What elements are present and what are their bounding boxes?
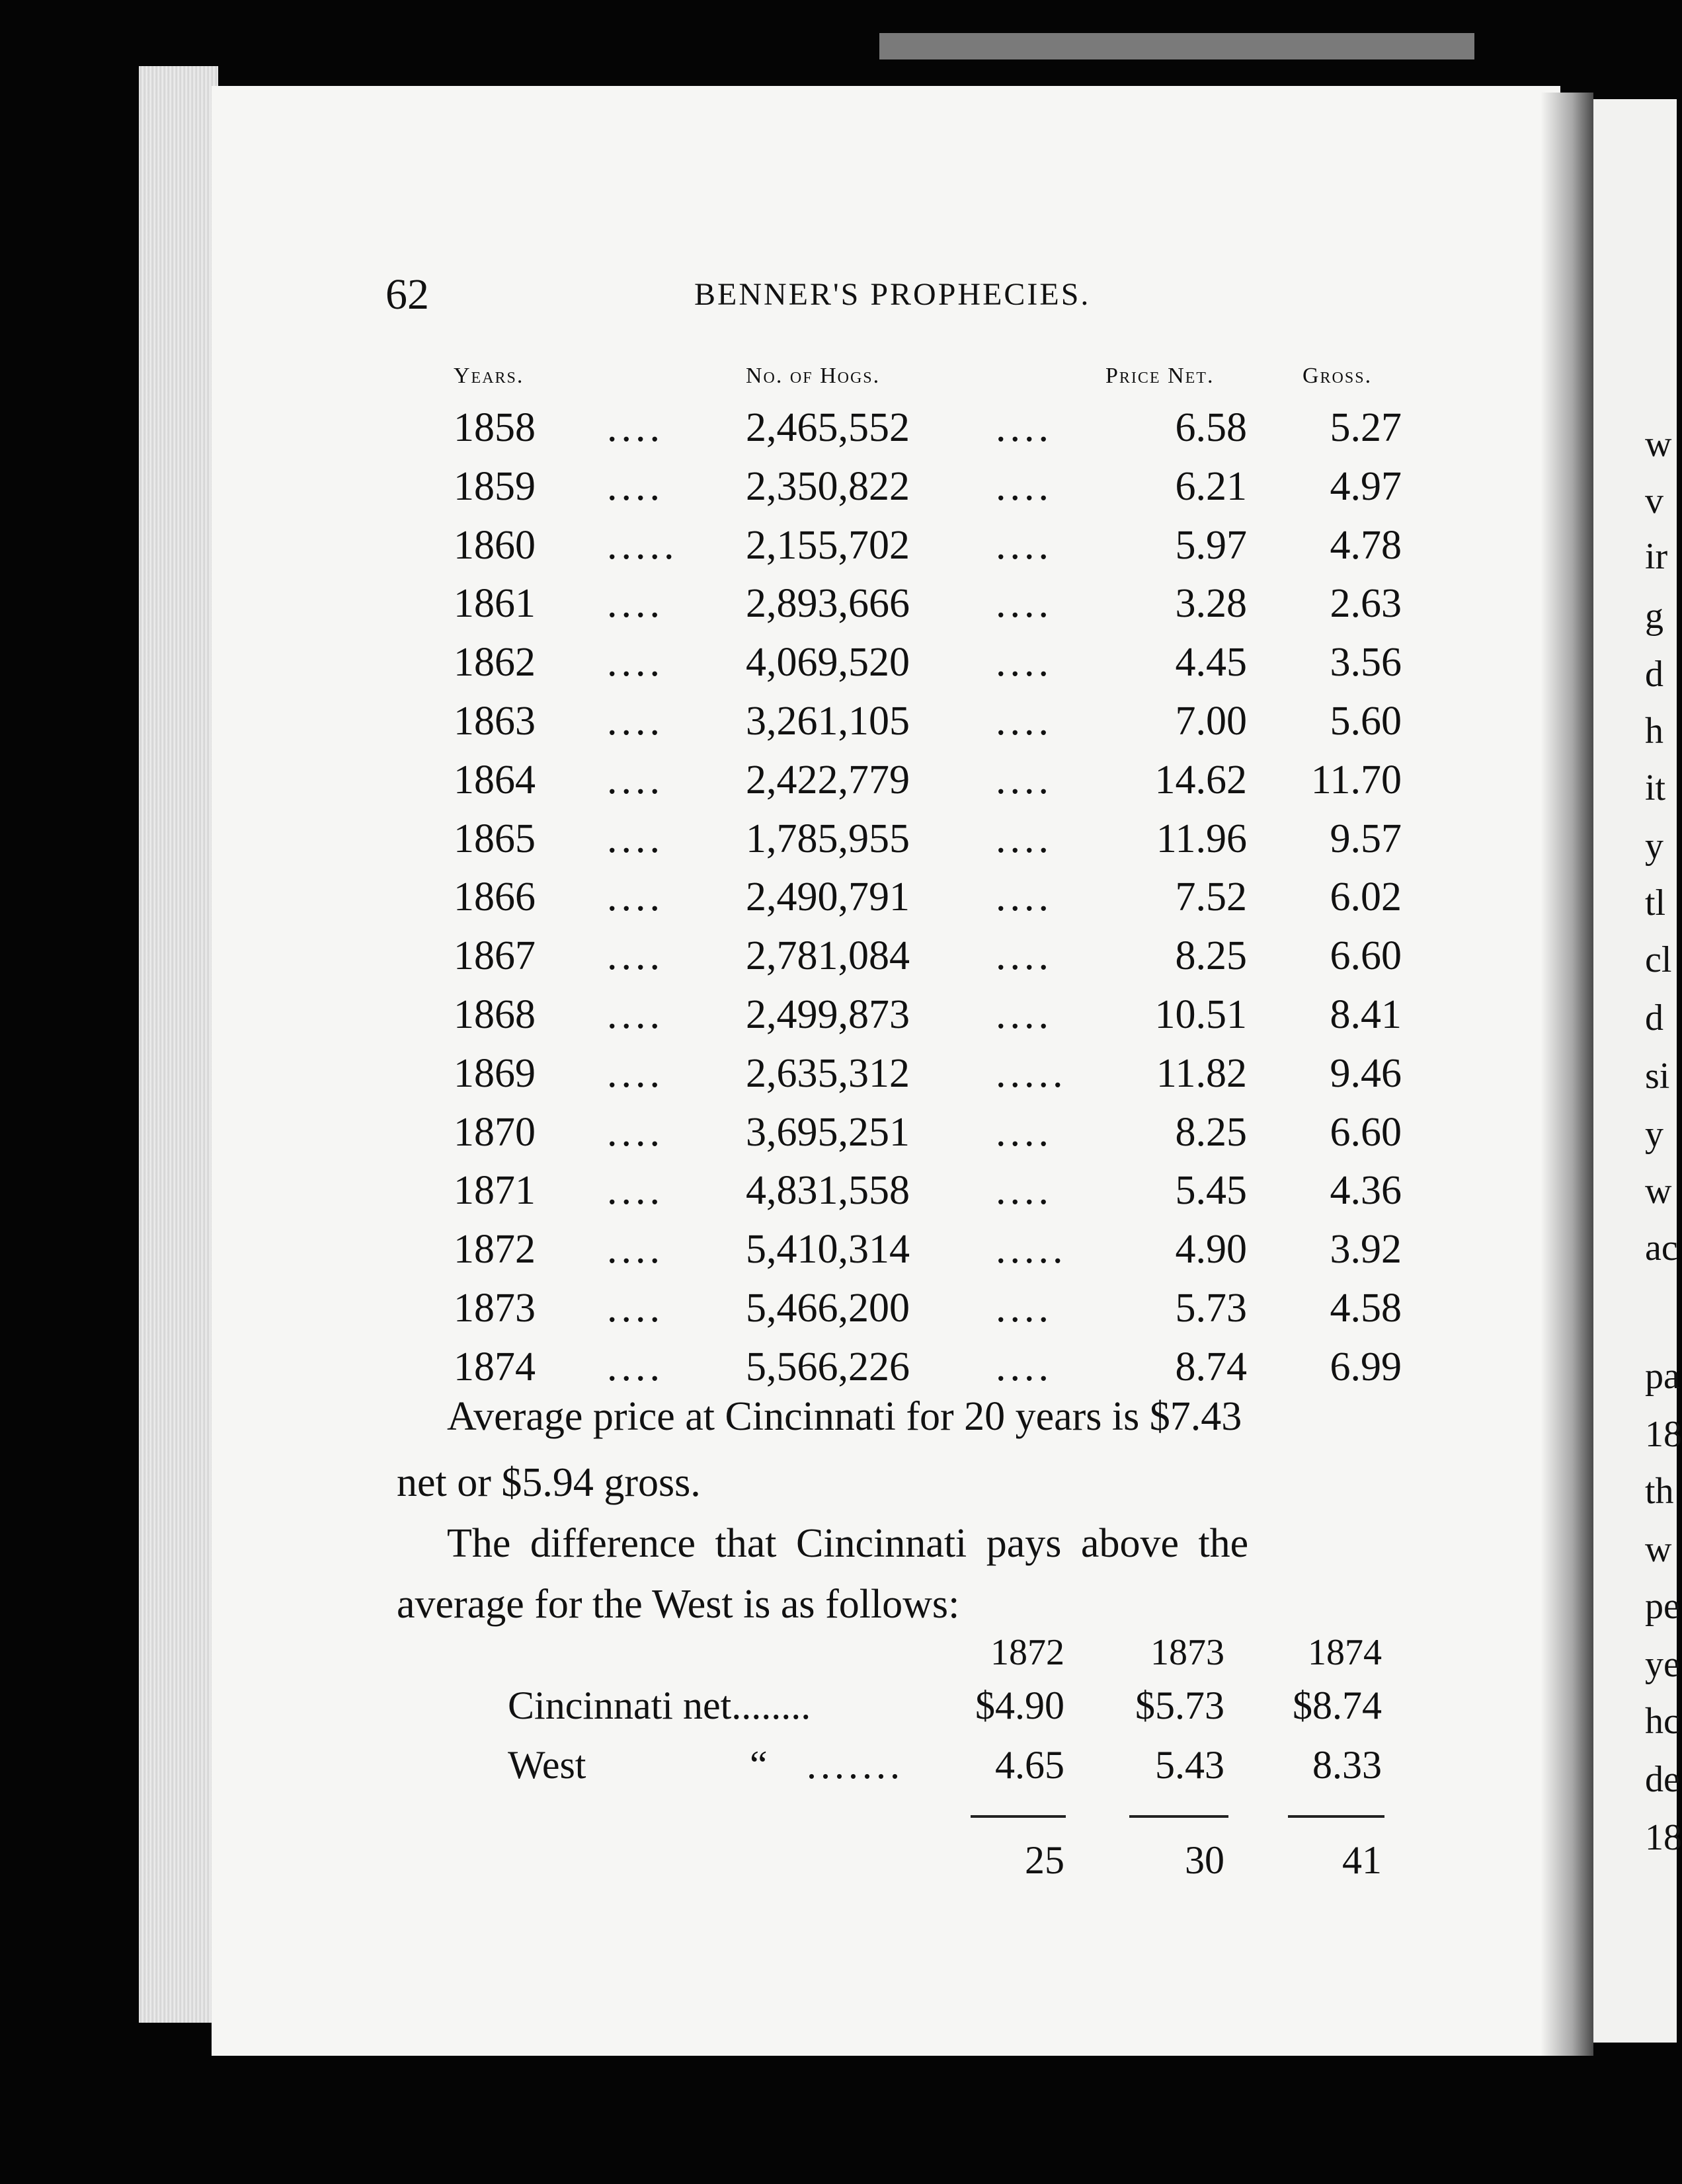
table-row [0,874,1677,932]
facing-page-fragment: si [1645,1056,1670,1097]
cell-gross: 6.60 [1330,933,1402,979]
cell-hogs: 2,490,791 [746,875,910,920]
cell-gross: 8.41 [1330,992,1402,1037]
cell-dots2: .... [996,1286,1053,1331]
average-line-2: net or $5.94 gross. [397,1460,701,1505]
cell-dots1: .... [607,405,664,450]
table-row [0,1226,1677,1284]
cell-year: 1874 [454,1344,536,1389]
cell-gross: 5.60 [1330,699,1402,744]
book-spine-top [879,33,1474,59]
leader-dots: ....... [807,1743,904,1787]
cell-net: 4.90 [1175,1227,1247,1272]
diff-value: $8.74 [1293,1684,1382,1727]
cell-dots1: .... [607,1168,664,1214]
cell-year: 1862 [454,640,536,685]
facing-page-fragment: g [1645,596,1663,637]
facing-page-fragment: 18 [1645,1817,1682,1858]
cell-gross: 4.58 [1330,1286,1402,1331]
difference-line-2: average for the West is as follows: [397,1582,960,1627]
cell-gross: 5.27 [1330,405,1402,450]
facing-page-fragment: pe [1645,1586,1680,1627]
cell-gross: 3.92 [1330,1227,1402,1272]
cell-year: 1870 [454,1109,536,1155]
cell-year: 1872 [454,1227,536,1272]
facing-page-fragment: w [1645,1529,1672,1570]
facing-page-fragment: w [1645,424,1672,465]
table-row [0,463,1677,522]
cell-dots2: .... [996,757,1053,802]
diff-total: 25 [1025,1838,1064,1882]
diff-total: 30 [1185,1838,1224,1882]
cell-year: 1861 [454,581,536,627]
facing-page-fragment: v [1645,481,1663,522]
cell-dots1: .... [607,933,664,979]
cell-year: 1867 [454,933,536,979]
cell-net: 11.82 [1156,1050,1247,1096]
cell-dots1: .... [607,699,664,744]
running-head: BENNER'S PROPHECIES. [694,277,1091,312]
cell-dots1: .... [607,1109,664,1155]
sum-rule [971,1815,1066,1818]
cell-year: 1858 [454,405,536,450]
col-head-price-net: Price Net. [1105,364,1215,388]
cell-dots2: .... [996,1168,1053,1214]
diff-year-1873: 1873 [1150,1632,1224,1673]
cell-hogs: 2,781,084 [746,933,910,979]
table-row [0,757,1677,815]
cell-net: 8.25 [1175,1109,1247,1155]
cell-hogs: 4,831,558 [746,1168,910,1214]
cell-hogs: 1,785,955 [746,816,910,861]
cell-gross: 9.46 [1330,1050,1402,1096]
cell-hogs: 5,466,200 [746,1286,910,1331]
cell-dots2: .... [996,522,1053,568]
table-row [0,698,1677,756]
facing-page-fragment: d [1645,997,1663,1038]
cell-gross: 4.97 [1330,463,1402,509]
col-head-gross: Gross. [1302,364,1373,388]
sum-rule [1288,1815,1384,1818]
facing-page-fragment: cl [1645,939,1672,980]
facing-page-fragment: ye [1645,1644,1680,1685]
facing-page-fragment: tl [1645,882,1666,923]
facing-page-fragment: ir [1645,536,1668,577]
table-row [0,992,1677,1050]
cell-gross: 3.56 [1330,640,1402,685]
cell-dots2: .... [996,463,1053,509]
cell-gross: 4.78 [1330,522,1402,568]
cell-gross: 6.02 [1330,875,1402,920]
facing-page-fragment: h [1645,711,1663,752]
cell-gross: 9.57 [1330,816,1402,861]
cell-year: 1865 [454,816,536,861]
cell-dots2: .... [996,992,1053,1037]
diff-total: 41 [1342,1838,1382,1882]
cell-dots1: .... [607,640,664,685]
facing-page-fragment: it [1645,767,1666,808]
table-row [0,580,1677,639]
cell-hogs: 4,069,520 [746,640,910,685]
cell-year: 1871 [454,1168,536,1214]
facing-page-fragment: d [1645,654,1663,695]
facing-page-fragment: y [1645,826,1663,867]
cell-hogs: 3,695,251 [746,1109,910,1155]
facing-page-fragment: th [1645,1471,1674,1512]
facing-page-fragment: ac [1645,1228,1678,1268]
cell-dots2: .... [996,933,1053,979]
cell-year: 1866 [454,875,536,920]
cell-year: 1873 [454,1286,536,1331]
cell-net: 7.00 [1175,699,1247,744]
diff-value: $4.90 [975,1684,1064,1727]
cell-year: 1869 [454,1050,536,1096]
cell-dots2: .... [996,816,1053,861]
average-line-1: Average price at Cincinnati for 20 years is $7.43 [447,1394,1242,1439]
cell-dots2: .... [996,640,1053,685]
facing-page-fragment: 18 [1645,1414,1682,1455]
cell-hogs: 5,410,314 [746,1227,910,1272]
facing-page-fragment: pa [1645,1356,1680,1397]
table-row [0,639,1677,697]
cell-hogs: 2,350,822 [746,463,910,509]
diff-label-cincinnati: Cincinnati net........ [508,1684,811,1727]
cell-dots1: .... [607,757,664,802]
table-row [0,816,1677,874]
page-number: 62 [385,270,429,319]
cell-hogs: 2,893,666 [746,581,910,627]
cell-net: 8.25 [1175,933,1247,979]
cell-net: 5.45 [1175,1168,1247,1214]
cell-dots1: .... [607,1050,664,1096]
diff-year-1872: 1872 [990,1632,1064,1673]
cell-net: 7.52 [1175,875,1247,920]
difference-line-1: The difference that Cincinnati pays above the [447,1521,1249,1566]
facing-page-fragment: y [1645,1114,1663,1155]
table-row [0,1109,1677,1167]
sum-rule [1129,1815,1228,1818]
cell-hogs: 5,566,226 [746,1344,910,1389]
cell-dots2: .... [996,875,1053,920]
cell-gross: 6.99 [1330,1344,1402,1389]
cell-hogs: 2,635,312 [746,1050,910,1096]
facing-page-fragment: hc [1645,1701,1680,1742]
cell-dots1: .... [607,1286,664,1331]
diff-label-west: West [508,1743,586,1787]
cell-net: 3.28 [1175,581,1247,627]
cell-dots1: .... [607,992,664,1037]
cell-net: 5.73 [1175,1286,1247,1331]
col-head-hogs: No. of Hogs. [746,364,881,388]
table-row [0,1285,1677,1343]
diff-value: 8.33 [1312,1743,1382,1787]
table-row [0,933,1677,991]
ditto-mark: “ [750,1743,768,1787]
facing-page-fragment: de [1645,1759,1680,1800]
cell-gross: 4.36 [1330,1168,1402,1214]
cell-gross: 6.60 [1330,1109,1402,1155]
table-row [0,1050,1677,1109]
cell-hogs: 2,499,873 [746,992,910,1037]
cell-year: 1859 [454,463,536,509]
cell-year: 1863 [454,699,536,744]
cell-net: 4.45 [1175,640,1247,685]
cell-dots2: .... [996,581,1053,627]
col-head-years: Years. [454,364,524,388]
cell-dots1: .... [607,581,664,627]
diff-value: 5.43 [1155,1743,1224,1787]
diff-year-1874: 1874 [1308,1632,1382,1673]
cell-net: 6.21 [1175,463,1247,509]
cell-dots2: .... [996,699,1053,744]
cell-net: 10.51 [1154,992,1247,1037]
cell-net: 5.97 [1175,522,1247,568]
cell-net: 8.74 [1175,1344,1247,1389]
facing-page-fragment: w [1645,1171,1672,1212]
cell-hogs: 2,422,779 [746,757,910,802]
cell-year: 1868 [454,992,536,1037]
diff-value: 4.65 [995,1743,1064,1787]
cell-dots1: .... [607,875,664,920]
cell-year: 1860 [454,522,536,568]
cell-gross: 2.63 [1330,581,1402,627]
cell-hogs: 2,465,552 [746,405,910,450]
table-row [0,405,1677,463]
cell-dots2: .... [996,1344,1053,1389]
cell-dots1: ..... [607,522,678,568]
cell-net: 14.62 [1154,757,1247,802]
cell-dots1: .... [607,1227,664,1272]
cell-dots1: .... [607,463,664,509]
table-row [0,522,1677,580]
cell-net: 6.58 [1175,405,1247,450]
cell-dots2: .... [996,405,1053,450]
cell-hogs: 2,155,702 [746,522,910,568]
cell-dots1: .... [607,816,664,861]
cell-dots2: ..... [996,1227,1067,1272]
cell-hogs: 3,261,105 [746,699,910,744]
cell-net: 11.96 [1156,816,1247,861]
table-row [0,1167,1677,1226]
cell-year: 1864 [454,757,536,802]
cell-dots1: .... [607,1344,664,1389]
cell-dots2: ..... [996,1050,1067,1096]
diff-value: $5.73 [1135,1684,1224,1727]
cell-dots2: .... [996,1109,1053,1155]
cell-gross: 11.70 [1310,757,1402,802]
